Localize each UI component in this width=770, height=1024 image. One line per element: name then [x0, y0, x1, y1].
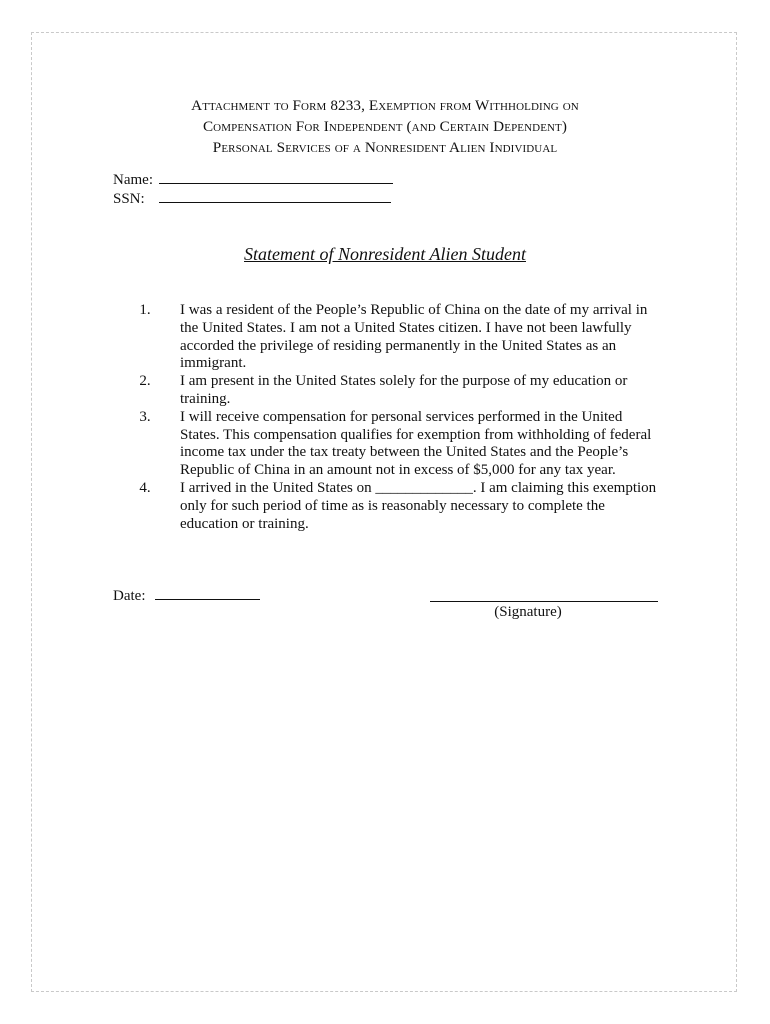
name-field-row [113, 172, 393, 189]
ssn-field[interactable] [159, 201, 391, 203]
date-field[interactable] [155, 598, 260, 600]
statement-list [110, 302, 670, 533]
signature-field[interactable] [430, 601, 658, 602]
item-text: I will receive compensation for personal services performed in the United States. This compensation qualifies for exemption from withholding of federal income tax under the tax treaty between the United States and the People’s Republic of China in an amount not in excess of $5,000 for any tax year. [180, 408, 652, 479]
signature-label: (Signature) [494, 604, 562, 620]
name-label: Name: [113, 172, 153, 188]
statement-subtitle: Statement of Nonresident Alien Student [244, 244, 526, 264]
item-text: I am present in the United States solely for the purpose of my education or training. [180, 373, 628, 407]
document-title [60, 95, 710, 158]
item-text: I arrived in the United States on _____________. I am claiming this exemption only for such period of time as is reasonably necessary to complete the education or training. [180, 479, 657, 532]
date-label: Date: [113, 588, 146, 604]
title-line-3: Personal Services of a Nonresident Alien Individual [212, 139, 558, 156]
name-field[interactable] [159, 182, 393, 184]
list-item [110, 480, 670, 533]
item-number: 2. [139, 373, 151, 390]
item-text: I was a resident of the People’s Republic of China on the date of my arrival in the United States. I am not a United States citizen. I have not been lawfully accorded the privilege of residing permanently in the United States as an immigrant. [180, 302, 648, 372]
list-item [110, 409, 670, 480]
title-line-2: Compensation For Independent (and Certain Dependent) [202, 118, 568, 135]
ssn-field-row [113, 191, 391, 208]
ssn-label: SSN: [113, 191, 145, 207]
list-item [110, 302, 670, 373]
list-item [110, 373, 670, 409]
date-field-row [113, 588, 260, 605]
item-number: 3. [139, 408, 151, 425]
item-number: 4. [139, 479, 151, 496]
item-number: 1. [139, 302, 151, 318]
title-line-1: Attachment to Form 8233, Exemption from Withholding on [191, 97, 579, 114]
